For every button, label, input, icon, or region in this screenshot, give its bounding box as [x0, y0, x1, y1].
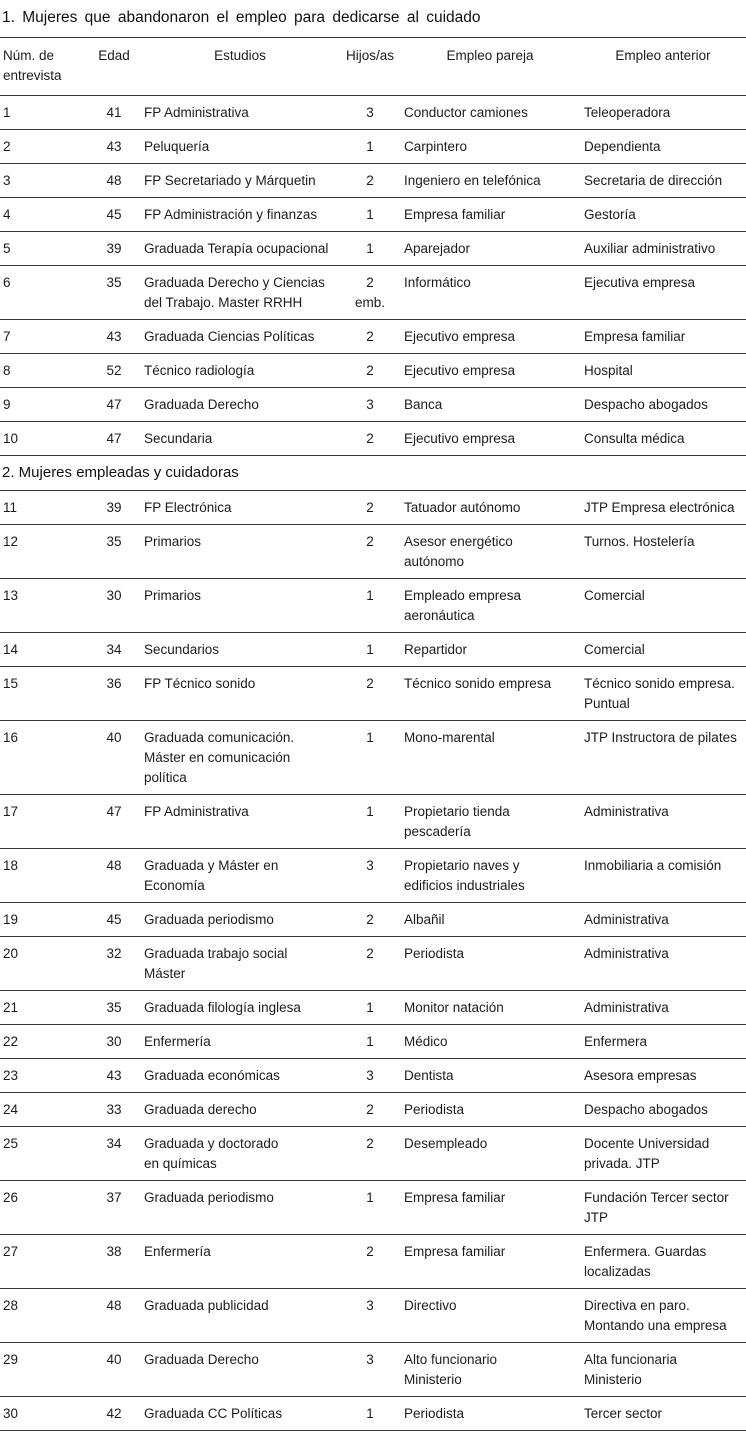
table-row: [0, 320, 746, 354]
table-row: [0, 491, 746, 525]
cell-edad: 47: [106, 804, 122, 819]
section-2-title: 2. Mujeres empleadas y cuidadoras: [0, 456, 746, 491]
cell-estudios: Graduada económicas: [144, 1068, 280, 1083]
cell-hijos: 1: [366, 1190, 374, 1205]
cell-edad: 43: [106, 1068, 122, 1083]
cell-num-entrevista: 2: [3, 139, 11, 154]
cell-estudios: Graduada Ciencias Políticas: [144, 329, 315, 344]
cell-edad: 32: [106, 946, 122, 961]
cell-estudios: Primarios: [144, 588, 202, 603]
cell-hijos: 1: [366, 241, 374, 256]
cell-edad: 52: [106, 363, 122, 378]
cell-num-entrevista: 15: [3, 676, 19, 691]
cell-empleo-anterior: Directiva en paro. Montando una empresa: [584, 1298, 727, 1333]
column-header-edad: Edad: [98, 48, 130, 63]
table-row: [0, 1025, 746, 1059]
cell-estudios: Enfermería: [144, 1034, 211, 1049]
cell-empleo-pareja: Periodista: [404, 946, 465, 961]
cell-empleo-pareja: Repartidor: [404, 642, 468, 657]
cell-edad: 45: [106, 207, 122, 222]
cell-empleo-anterior: Auxiliar administrativo: [584, 241, 716, 256]
cell-hijos: 1: [366, 804, 374, 819]
cell-hijos: 2: [366, 1102, 374, 1117]
cell-edad: 35: [106, 534, 122, 549]
cell-num-entrevista: 21: [3, 1000, 19, 1015]
cell-empleo-anterior: Hospital: [584, 363, 633, 378]
cell-hijos: 3: [366, 397, 374, 412]
cell-edad: 40: [106, 730, 122, 745]
cell-estudios: Graduada periodismo: [144, 1190, 274, 1205]
column-header-num-entrevista: Núm. de entrevista: [3, 48, 62, 83]
cell-hijos: 3: [366, 1352, 374, 1367]
cell-empleo-pareja: Tatuador autónomo: [404, 500, 521, 515]
cell-empleo-anterior: Administrativa: [584, 912, 669, 927]
cell-num-entrevista: 9: [3, 397, 11, 412]
cell-empleo-anterior: Enfermera. Guardas localizadas: [584, 1244, 707, 1279]
cell-empleo-anterior: Administrativa: [584, 804, 669, 819]
cell-hijos: 3: [366, 858, 374, 873]
cell-estudios: Enfermería: [144, 1244, 211, 1259]
cell-empleo-anterior: Alta funcionaria Ministerio: [584, 1352, 678, 1387]
cell-num-entrevista: 10: [3, 431, 19, 446]
cell-estudios: Graduada Terapía ocupacional: [144, 241, 329, 256]
cell-empleo-anterior: Comercial: [584, 642, 645, 657]
table-row: [0, 795, 746, 849]
cell-num-entrevista: 20: [3, 946, 19, 961]
cell-estudios: Graduada derecho: [144, 1102, 257, 1117]
cell-empleo-pareja: Informático: [404, 275, 471, 290]
cell-num-entrevista: 30: [3, 1406, 19, 1421]
cell-num-entrevista: 5: [3, 241, 11, 256]
cell-hijos: 3: [366, 1298, 374, 1313]
column-header-hijos: Hijos/as: [345, 48, 394, 63]
table-row: [0, 1059, 746, 1093]
cell-estudios: Graduada Derecho: [144, 1352, 259, 1367]
table-row: [0, 198, 746, 232]
cell-num-entrevista: 27: [3, 1244, 19, 1259]
cell-empleo-pareja: Ejecutivo empresa: [404, 431, 516, 446]
cell-hijos: 1: [366, 730, 374, 745]
cell-empleo-anterior: Administrativa: [584, 1000, 669, 1015]
cell-empleo-pareja: Técnico sonido empresa: [404, 676, 552, 691]
cell-edad: 39: [106, 500, 122, 515]
table-row: [0, 991, 746, 1025]
table-row: [0, 130, 746, 164]
cell-edad: 47: [106, 431, 122, 446]
table-body: [0, 96, 746, 1431]
cell-hijos: 3: [366, 1068, 374, 1083]
cell-empleo-pareja: Ejecutivo empresa: [404, 329, 516, 344]
cell-estudios: Graduada Derecho y Ciencias del Trabajo. Master RRHH: [144, 275, 325, 310]
cell-num-entrevista: 1: [3, 105, 11, 120]
cell-empleo-pareja: Médico: [404, 1034, 448, 1049]
column-header-empleo-pareja: Empleo pareja: [446, 48, 534, 63]
cell-empleo-anterior: Consulta médica: [584, 431, 685, 446]
table-row: [0, 1181, 746, 1235]
table-row: [0, 1289, 746, 1343]
table-row: [0, 1093, 746, 1127]
table-row: [0, 96, 746, 130]
cell-empleo-pareja: Empresa familiar: [404, 1244, 506, 1259]
cell-empleo-pareja: Carpintero: [404, 139, 468, 154]
cell-edad: 48: [106, 858, 122, 873]
cell-edad: 41: [106, 105, 122, 120]
cell-empleo-anterior: Comercial: [584, 588, 645, 603]
cell-edad: 38: [106, 1244, 122, 1259]
cell-empleo-pareja: Empresa familiar: [404, 1190, 506, 1205]
cell-hijos: 2: [366, 173, 374, 188]
cell-empleo-anterior: Turnos. Hostelería: [584, 534, 695, 549]
cell-edad: 35: [106, 1000, 122, 1015]
cell-num-entrevista: 28: [3, 1298, 19, 1313]
table-row: [0, 1127, 746, 1181]
cell-empleo-anterior: Docente Universidad privada. JTP: [584, 1136, 710, 1171]
table-row: [0, 164, 746, 198]
table-row: [0, 354, 746, 388]
cell-num-entrevista: 16: [3, 730, 19, 745]
cell-empleo-pareja: Propietario naves y edificios industriales: [404, 858, 525, 893]
cell-num-entrevista: 18: [3, 858, 19, 873]
column-header-estudios: Estudios: [214, 48, 266, 63]
cell-edad: 36: [106, 676, 122, 691]
cell-num-entrevista: 8: [3, 363, 11, 378]
cell-hijos: 2: [366, 1244, 374, 1259]
cell-estudios: Graduada y Máster en Economía: [144, 858, 279, 893]
cell-hijos: 3: [366, 105, 374, 120]
table-row: [0, 903, 746, 937]
cell-empleo-pareja: Albañil: [404, 912, 445, 927]
table-row: [0, 937, 746, 991]
cell-hijos: 1: [366, 588, 374, 603]
cell-edad: 42: [106, 1406, 122, 1421]
cell-hijos: 1: [366, 1000, 374, 1015]
cell-hijos: 2: [366, 676, 374, 691]
cell-empleo-pareja: Ejecutivo empresa: [404, 363, 516, 378]
cell-estudios: Graduada trabajo social Máster: [144, 946, 288, 981]
table-row: [0, 232, 746, 266]
cell-edad: 34: [106, 1136, 122, 1151]
cell-hijos: 1: [366, 642, 374, 657]
cell-num-entrevista: 6: [3, 275, 11, 290]
cell-hijos: 1: [366, 1406, 374, 1421]
section-1-title: 1. Mujeres que abandonaron el empleo para dedicarse al cuidado: [2, 9, 481, 26]
cell-num-entrevista: 11: [3, 500, 18, 515]
table-row: [0, 579, 746, 633]
cell-empleo-anterior: Administrativa: [584, 946, 669, 961]
cell-estudios: Graduada publicidad: [144, 1298, 269, 1313]
cell-estudios: Graduada CC Políticas: [144, 1406, 283, 1421]
table-row: [0, 266, 746, 320]
cell-empleo-pareja: Asesor energético autónomo: [404, 534, 513, 569]
cell-edad: 45: [106, 912, 122, 927]
cell-num-entrevista: 17: [3, 804, 19, 819]
cell-empleo-anterior: Dependienta: [584, 139, 661, 154]
cell-edad: 43: [106, 329, 122, 344]
cell-hijos: 2: [366, 363, 374, 378]
cell-num-entrevista: 25: [3, 1136, 19, 1151]
cell-empleo-pareja: Aparejador: [404, 241, 471, 256]
cell-hijos: 2: [366, 912, 374, 927]
cell-estudios: Graduada periodismo: [144, 912, 274, 927]
table-row: [0, 667, 746, 721]
cell-hijos: 1: [366, 139, 374, 154]
cell-empleo-anterior: Gestoría: [584, 207, 636, 222]
cell-empleo-pareja: Directivo: [404, 1298, 457, 1313]
cell-empleo-pareja: Empleado empresa aeronáutica: [404, 588, 522, 623]
table-row: [0, 422, 746, 456]
cell-hijos: 2: [366, 1136, 374, 1151]
cell-edad: 30: [106, 588, 122, 603]
cell-empleo-anterior: Técnico sonido empresa. Puntual: [584, 676, 735, 711]
table-row: [0, 388, 746, 422]
cell-estudios: FP Administración y finanzas: [144, 207, 318, 222]
cell-empleo-anterior: Inmobiliaria a comisión: [584, 858, 722, 873]
cell-hijos: 1: [366, 207, 374, 222]
cell-hijos: 2: [366, 431, 374, 446]
cell-empleo-pareja: Alto funcionario Ministerio: [404, 1352, 498, 1387]
cell-hijos: 1: [366, 1034, 374, 1049]
cell-num-entrevista: 3: [3, 173, 11, 188]
table-row: [0, 1235, 746, 1289]
cell-estudios: Primarios: [144, 534, 202, 549]
cell-edad: 40: [106, 1352, 122, 1367]
cell-num-entrevista: 14: [3, 642, 19, 657]
cell-estudios: Graduada filología inglesa: [144, 1000, 301, 1015]
cell-num-entrevista: 12: [3, 534, 19, 549]
cell-estudios: Graduada comunicación. Máster en comunicación política: [144, 730, 295, 785]
cell-estudios: Graduada y doctorado en químicas: [144, 1136, 279, 1171]
cell-estudios: Secundarios: [144, 642, 220, 657]
cell-edad: 47: [106, 397, 122, 412]
cell-edad: 33: [106, 1102, 122, 1117]
cell-empleo-anterior: Teleoperadora: [584, 105, 671, 120]
cell-hijos: 2: [366, 329, 374, 344]
column-header-empleo-anterior: Empleo anterior: [615, 48, 711, 63]
cell-empleo-anterior: Tercer sector: [584, 1406, 663, 1421]
cell-hijos: 2: [366, 534, 374, 549]
cell-edad: 30: [106, 1034, 122, 1049]
cell-empleo-anterior: JTP Instructora de pilates: [584, 730, 737, 745]
cell-empleo-anterior: Ejecutiva empresa: [584, 275, 696, 290]
cell-empleo-pareja: Propietario tienda pescadería: [404, 804, 510, 839]
cell-hijos: 2: [366, 946, 374, 961]
cell-estudios: FP Administrativa: [144, 804, 249, 819]
cell-empleo-pareja: Empresa familiar: [404, 207, 506, 222]
cell-empleo-pareja: Mono-marental: [404, 730, 495, 745]
table-row: [0, 849, 746, 903]
cell-empleo-anterior: Enfermera: [584, 1034, 648, 1049]
cell-empleo-anterior: Fundación Tercer sector JTP: [584, 1190, 729, 1225]
cell-edad: 48: [106, 173, 122, 188]
cell-num-entrevista: 24: [3, 1102, 19, 1117]
cell-edad: 43: [106, 139, 122, 154]
table-row: [0, 525, 746, 579]
cell-estudios: FP Administrativa: [144, 105, 249, 120]
cell-empleo-anterior: JTP Empresa electrónica: [584, 500, 735, 515]
cell-estudios: Secundaria: [144, 431, 213, 446]
table-row: [0, 1397, 746, 1431]
cell-empleo-pareja: Monitor natación: [404, 1000, 504, 1015]
cell-empleo-anterior: Despacho abogados: [584, 397, 708, 412]
cell-num-entrevista: 29: [3, 1352, 19, 1367]
cell-empleo-anterior: Despacho abogados: [584, 1102, 708, 1117]
cell-estudios: FP Secretariado y Márquetin: [144, 173, 316, 188]
cell-num-entrevista: 26: [3, 1190, 19, 1205]
cell-num-entrevista: 4: [3, 207, 11, 222]
cell-hijos: 2 emb.: [354, 275, 385, 310]
cell-edad: 48: [106, 1298, 122, 1313]
cell-empleo-anterior: Empresa familiar: [584, 329, 686, 344]
cell-num-entrevista: 7: [3, 329, 11, 344]
cell-num-entrevista: 19: [3, 912, 19, 927]
table-row: [0, 633, 746, 667]
table-row: [0, 1343, 746, 1397]
cell-edad: 39: [106, 241, 122, 256]
cell-edad: 35: [106, 275, 122, 290]
cell-estudios: Técnico radiología: [144, 363, 255, 378]
cell-num-entrevista: 22: [3, 1034, 19, 1049]
cell-estudios: Graduada Derecho: [144, 397, 259, 412]
cell-estudios: FP Técnico sonido: [144, 676, 256, 691]
table-row: [0, 721, 746, 795]
cell-estudios: FP Electrónica: [144, 500, 232, 515]
cell-estudios: Peluquería: [144, 139, 210, 154]
cell-hijos: 2: [366, 500, 374, 515]
cell-num-entrevista: 23: [3, 1068, 19, 1083]
cell-empleo-pareja: Desempleado: [404, 1136, 488, 1151]
cell-edad: 34: [106, 642, 122, 657]
cell-empleo-pareja: Ingeniero en telefónica: [404, 173, 541, 188]
cell-empleo-pareja: Periodista: [404, 1406, 465, 1421]
cell-empleo-anterior: Asesora empresas: [584, 1068, 697, 1083]
cell-edad: 37: [106, 1190, 122, 1205]
cell-empleo-anterior: Secretaria de dirección: [584, 173, 723, 188]
cell-empleo-pareja: Conductor camiones: [404, 105, 528, 120]
cell-empleo-pareja: Banca: [404, 397, 443, 412]
table-header-row: [0, 37, 746, 96]
cell-num-entrevista: 13: [3, 588, 19, 603]
cell-empleo-pareja: Dentista: [404, 1068, 454, 1083]
cell-empleo-pareja: Periodista: [404, 1102, 465, 1117]
